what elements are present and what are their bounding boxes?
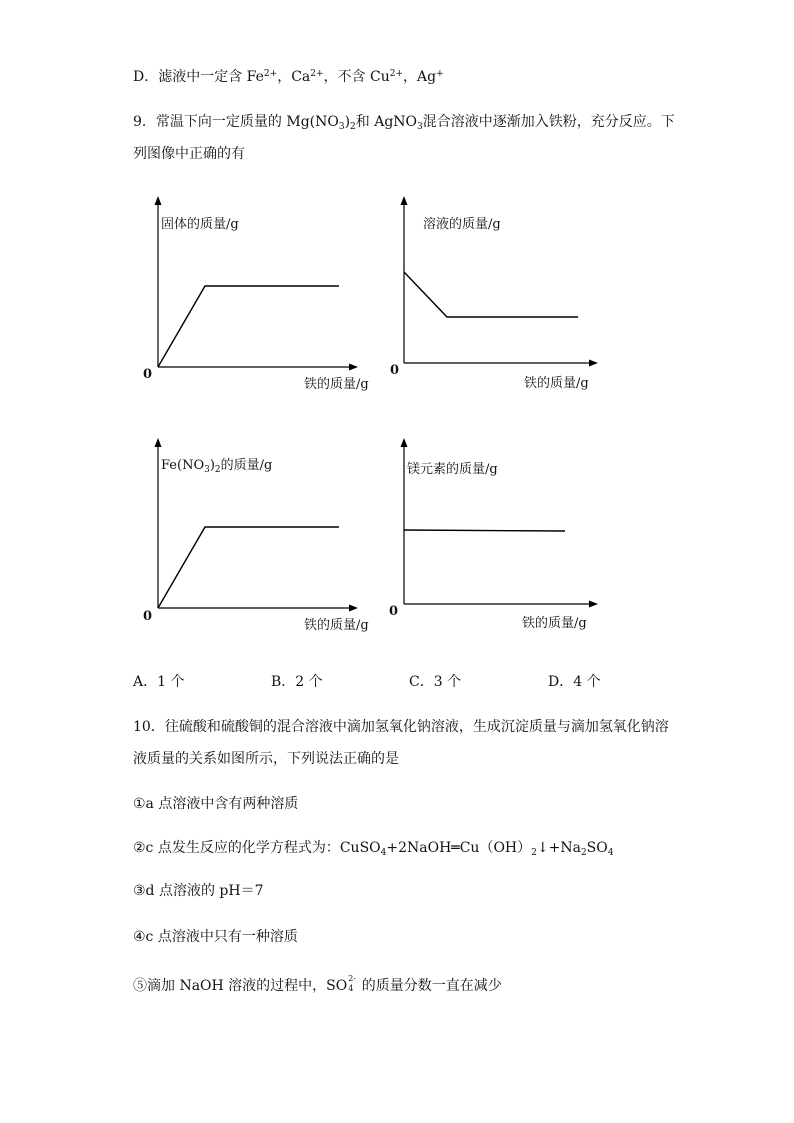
q9-text: ) — [344, 114, 351, 130]
x-axis-arrow — [589, 360, 598, 367]
q9-text: 混合溶液中逐渐加入铁粉，充分反应。下 — [422, 114, 675, 130]
q10-s5-text: 的质量分数一直在减少 — [357, 978, 502, 994]
x-axis-arrow — [349, 605, 358, 612]
y-axis-label: 固体的质量/g — [161, 217, 239, 232]
q10-statement-3: ③d 点溶液的 pH＝7 — [133, 883, 264, 899]
q10-s2-text: +2NaOH═Cu（OH） — [386, 840, 532, 856]
x-axis-label: 铁的质量/g — [522, 616, 587, 631]
q8-d-text: ，Ag — [403, 69, 437, 85]
q8-option-d — [133, 66, 444, 86]
q8-d-text: ，Ca — [277, 69, 311, 85]
q9-option-b[interactable]: B．2 个 — [271, 674, 323, 690]
q9-text: 9．常温下向一定质量的 Mg(NO — [133, 114, 339, 130]
y-axis-arrow — [401, 196, 408, 205]
fe-charge: 2+ — [263, 69, 278, 79]
subscript: 3 — [338, 122, 345, 132]
series-line — [404, 530, 565, 531]
q9-stem-line1 — [133, 111, 675, 131]
q8-d-text: D．滤液中一定含 Fe — [133, 69, 264, 85]
ag-charge: + — [436, 69, 444, 79]
series-line — [158, 286, 339, 367]
x-axis-label: 铁的质量/g — [524, 376, 589, 391]
y-axis-label: 镁元素的质量/g — [407, 462, 498, 477]
q10-statement-1: ①a 点溶液中含有两种溶质 — [133, 796, 299, 812]
series-line — [158, 527, 339, 608]
origin-label: 0 — [390, 363, 400, 378]
subscript: 3 — [204, 465, 210, 475]
q10-s2-text: SO — [586, 840, 608, 856]
x-axis-label: 铁的质量/g — [304, 618, 369, 633]
subscript: 2 — [214, 465, 221, 475]
graph-fe-nitrate-mass — [130, 437, 370, 637]
y-label-text: 的质量/g — [220, 458, 273, 473]
q8-d-text: ，不含 Cu — [323, 69, 390, 85]
graph-magnesium-mass — [382, 437, 612, 637]
ion-charge: 2- — [348, 974, 357, 983]
subscript: 4 — [348, 984, 354, 993]
q10-s2-text: ↓+Na — [536, 840, 581, 856]
q10-statement-5 — [133, 975, 502, 995]
q9-option-c[interactable]: C．3 个 — [409, 674, 462, 690]
origin-label: 0 — [143, 367, 153, 382]
q9-text: 和 AgNO — [355, 114, 418, 130]
graph-solid-mass — [130, 195, 370, 395]
q10-statement-4: ④c 点溶液中只有一种溶质 — [133, 929, 298, 945]
graph-solution-mass — [382, 195, 612, 395]
y-axis-arrow — [155, 196, 162, 205]
subscript: 3 — [417, 122, 423, 132]
y-axis-label — [161, 454, 272, 473]
subscript: 4 — [607, 848, 614, 858]
q9-option-a[interactable]: A．1 个 — [133, 674, 185, 690]
q10-stem-line2: 液质量的关系如图所示，下列说法正确的是 — [133, 751, 399, 767]
sulfate-ion-scripts — [347, 974, 357, 993]
y-label-text: Fe(NO — [161, 458, 205, 473]
q9-stem-line2: 列图像中正确的有 — [133, 146, 245, 162]
x-axis-arrow — [589, 601, 598, 608]
subscript: 2 — [580, 848, 587, 858]
q10-stem-line1: 10．往硫酸和硫酸铜的混合溶液中滴加氢氧化钠溶液，生成沉淀质量与滴加氢氧化钠溶 — [133, 719, 669, 735]
q10-statement-2 — [133, 837, 613, 857]
q9-option-d[interactable]: D．4 个 — [548, 674, 601, 690]
y-label-text: ) — [209, 458, 215, 473]
x-axis-arrow — [349, 364, 358, 371]
q10-s2-text: ②c 点发生反应的化学方程式为：CuSO — [133, 840, 381, 856]
origin-label: 0 — [143, 609, 153, 624]
q10-s5-text: ⑤滴加 NaOH 溶液的过程中，SO — [133, 978, 348, 994]
origin-label: 0 — [389, 604, 399, 619]
y-axis-arrow — [401, 438, 408, 447]
subscript: 4 — [380, 848, 387, 858]
series-line — [404, 272, 578, 317]
cu-charge: 2+ — [389, 69, 404, 79]
x-axis-label: 铁的质量/g — [304, 377, 369, 392]
subscript: 2 — [531, 848, 537, 858]
y-axis-arrow — [155, 438, 162, 447]
subscript: 2 — [350, 122, 356, 132]
y-axis-label: 溶液的质量/g — [423, 217, 501, 232]
ca-charge: 2+ — [310, 69, 324, 79]
